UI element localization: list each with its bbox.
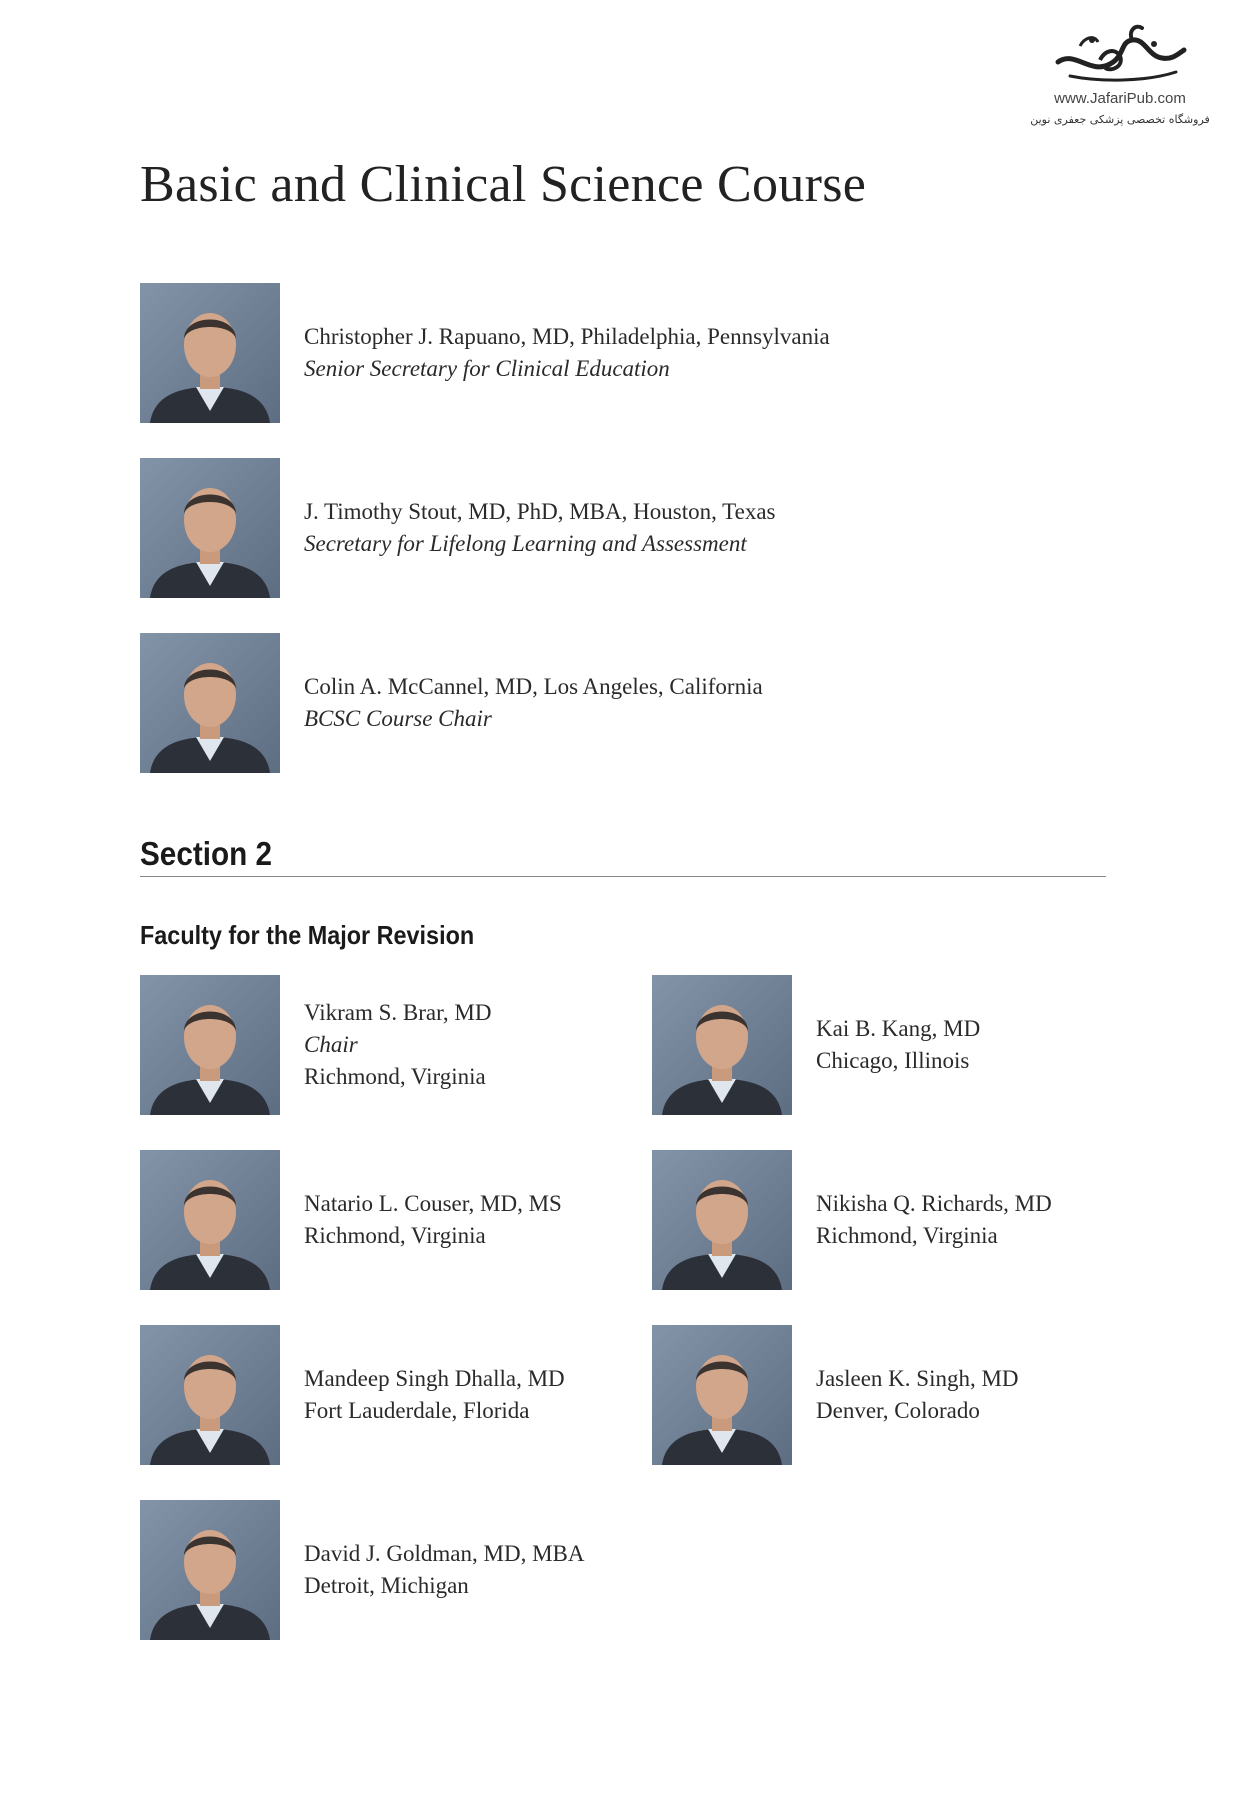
faculty-entry <box>652 975 980 1115</box>
portrait-photo <box>652 1325 792 1465</box>
faculty-entry <box>652 1150 1052 1290</box>
person-role: Senior Secretary for Clinical Education <box>304 356 670 381</box>
person-location: Fort Lauderdale, Florida <box>304 1398 530 1423</box>
faculty-entry <box>140 1500 584 1640</box>
portrait-photo <box>140 1150 280 1290</box>
person-name: Mandeep Singh Dhalla, MD <box>304 1366 565 1391</box>
watermark-url: www.JafariPub.com <box>1054 90 1186 107</box>
person-location: Denver, Colorado <box>816 1398 980 1423</box>
portrait-photo <box>140 1325 280 1465</box>
page-title: Basic and Clinical Science Course <box>140 156 867 213</box>
person-name: David J. Goldman, MD, MBA <box>304 1541 585 1566</box>
person-role: Chair <box>304 1032 358 1057</box>
portrait-photo <box>140 283 280 423</box>
portrait-photo <box>652 1150 792 1290</box>
calligraphy-logo-icon <box>1050 20 1190 88</box>
portrait-photo <box>140 633 280 773</box>
faculty-subheading: Faculty for the Major Revision <box>140 920 475 950</box>
person-location: Chicago, Illinois <box>816 1048 970 1073</box>
section-divider <box>140 876 1106 877</box>
faculty-entry <box>140 1150 562 1290</box>
person-name: Christopher J. Rapuano, MD, Philadelphia, Pennsylvania <box>304 324 830 349</box>
person-role: Secretary for Lifelong Learning and Assessment <box>304 531 747 556</box>
leader-entry <box>140 633 763 773</box>
person-location: Richmond, Virginia <box>304 1223 486 1248</box>
person-role: BCSC Course Chair <box>304 706 492 731</box>
portrait-photo <box>140 1500 280 1640</box>
person-name: J. Timothy Stout, MD, PhD, MBA, Houston, Texas <box>304 499 776 524</box>
person-name: Vikram S. Brar, MD <box>304 1000 492 1025</box>
portrait-photo <box>652 975 792 1115</box>
section-heading: Section 2 <box>140 835 273 872</box>
person-name: Natario L. Couser, MD, MS <box>304 1191 562 1216</box>
person-location: Detroit, Michigan <box>304 1573 469 1598</box>
faculty-entry <box>652 1325 1019 1465</box>
faculty-entry <box>140 975 491 1115</box>
leader-entry <box>140 458 775 598</box>
person-name: Nikisha Q. Richards, MD <box>816 1191 1052 1216</box>
publisher-watermark <box>1015 20 1225 126</box>
person-name: Jasleen K. Singh, MD <box>816 1366 1019 1391</box>
watermark-tagline: فروشگاه تخصصی پزشکی جعفری نوین <box>1030 113 1210 126</box>
person-location: Richmond, Virginia <box>816 1223 998 1248</box>
faculty-entry <box>140 1325 565 1465</box>
person-name: Kai B. Kang, MD <box>816 1016 981 1041</box>
portrait-photo <box>140 975 280 1115</box>
person-location: Richmond, Virginia <box>304 1064 486 1089</box>
leader-entry <box>140 283 830 423</box>
portrait-photo <box>140 458 280 598</box>
person-name: Colin A. McCannel, MD, Los Angeles, California <box>304 674 763 699</box>
